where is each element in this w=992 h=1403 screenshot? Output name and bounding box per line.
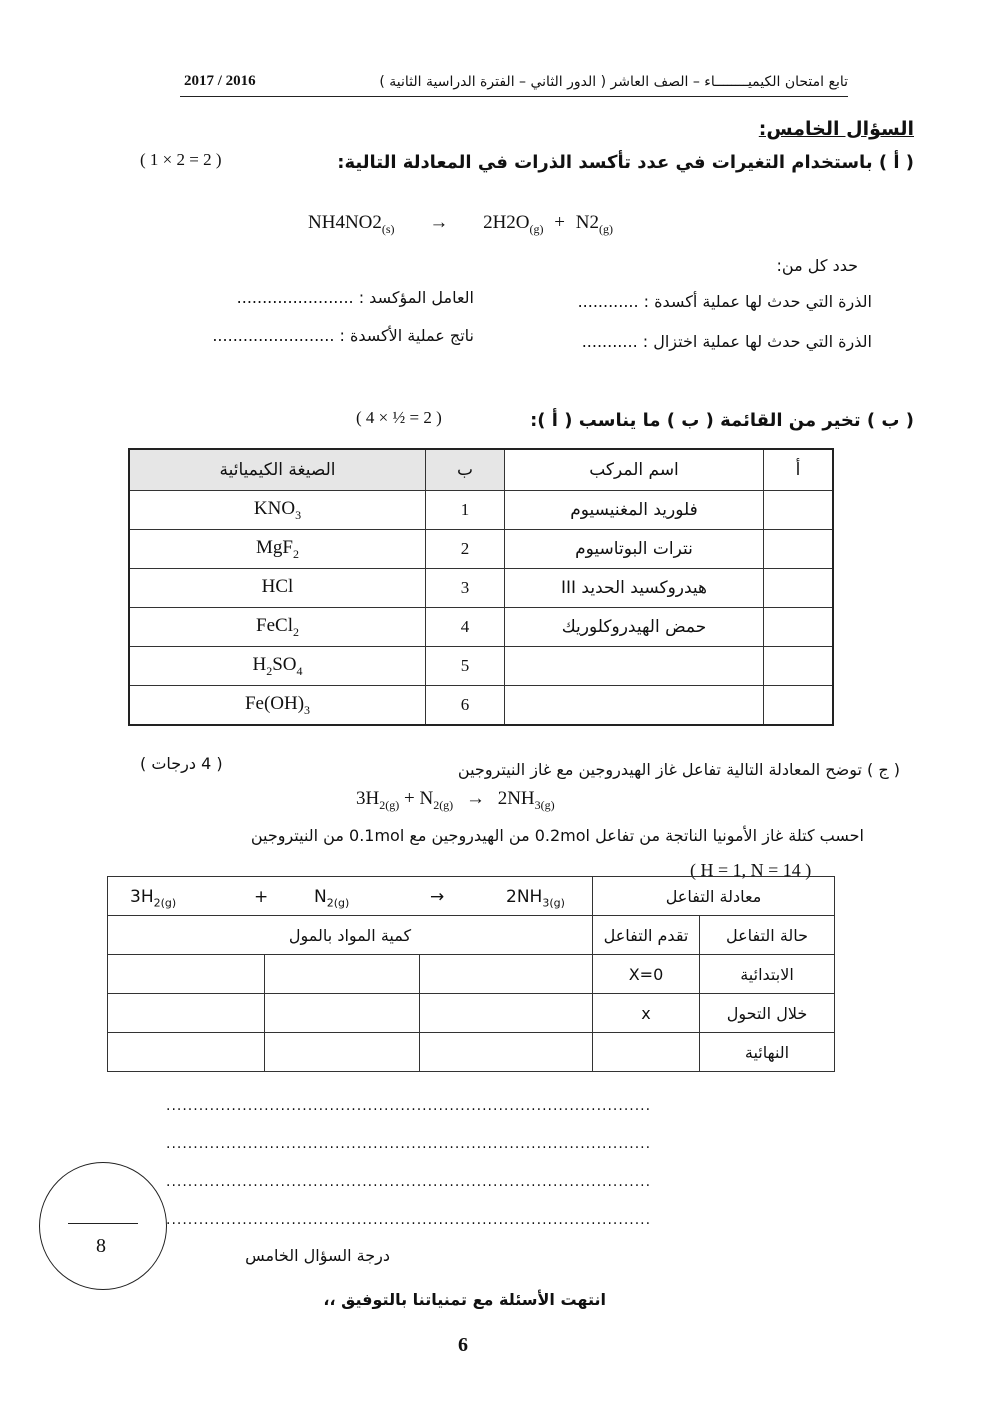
- reaction-header-row: [108, 916, 835, 955]
- formula: [129, 686, 426, 726]
- question-title: السؤال الخامس:: [758, 118, 914, 140]
- c-eq-p-sub: 3(g): [534, 797, 555, 812]
- c-eq-r1-sub: 2(g): [379, 797, 400, 812]
- eq-reactant: NH4NO2: [308, 212, 382, 233]
- compound-name: نترات البوتاسيوم: [505, 530, 764, 569]
- part-c-marks: ( 4 درجات ): [140, 754, 223, 773]
- formula-prefix: H: [252, 653, 267, 675]
- part-b-marks: ( 4 × ½ = 2 ): [356, 408, 442, 427]
- col-name-header: اسم المركب: [505, 449, 764, 491]
- table-row: [129, 530, 833, 569]
- part-a-equation: [308, 212, 613, 237]
- formula-sub: 2: [292, 546, 299, 561]
- oxidation-product-prompt: ناتج عملية الأكسدة : ........................: [212, 326, 474, 345]
- t-eq-p-sub: 3(g): [542, 896, 565, 910]
- formula: [129, 647, 426, 686]
- eq-product1: 2H2O: [483, 212, 530, 233]
- eq-product1-state: (g): [529, 221, 544, 236]
- formula-prefix-sub: 2: [266, 663, 273, 678]
- answer-cell[interactable]: [764, 491, 834, 530]
- state-final: النهائية: [700, 1033, 835, 1072]
- part-b-label: ( ب ) تخير من القائمة ( ب ) ما يناسب ( أ ):: [530, 410, 914, 431]
- answer-line[interactable]: .........................................................................................: [166, 1174, 652, 1190]
- part-a-label: ( أ ) باستخدام التغيرات في عدد تأكسد الذرات في المعادلة التالية:: [337, 152, 914, 173]
- reduced-atom-prompt: الذرة التي حدث لها عملية اختزال : ...........: [581, 332, 872, 351]
- answer-cell[interactable]: [764, 686, 834, 726]
- formula-number: 3: [426, 569, 505, 608]
- moles-header: كمية المواد بالمول: [108, 916, 593, 955]
- reaction-eq-row: [108, 877, 835, 916]
- answer-cell[interactable]: [764, 530, 834, 569]
- answer-cell[interactable]: [420, 955, 593, 994]
- answer-cell[interactable]: [265, 955, 420, 994]
- formula-text: Fe(OH): [244, 692, 305, 714]
- part-c-task: احسب كتلة غاز الأمونيا الناتجة من تفاعل 0.2mol من الهيدروجين مع 0.1mol من النيتروجين: [250, 826, 864, 845]
- col-formula-header: الصيغة الكيميائية: [129, 449, 426, 491]
- eq-plus: +: [554, 212, 565, 233]
- c-eq-r1: 3H: [356, 788, 380, 809]
- part-c-equation: [356, 788, 555, 813]
- t-eq-r1: [130, 887, 176, 909]
- table-row: [108, 994, 835, 1033]
- answer-line[interactable]: .........................................................................................: [166, 1212, 652, 1228]
- part-c-label: ( ج ) توضح المعادلة التالية تفاعل غاز الهيدروجين مع غاز النيتروجين: [457, 760, 900, 779]
- table-row: [129, 686, 833, 726]
- closing-text: انتهت الأسئلة مع تمنياتنا بالتوفيق ،،: [323, 1290, 606, 1309]
- reaction-eq-cell: [108, 877, 593, 916]
- formula-number: 4: [426, 608, 505, 647]
- answer-cell[interactable]: [420, 994, 593, 1033]
- formula: [129, 608, 426, 647]
- oxidizing-agent-prompt: العامل المؤكسد : .......................: [236, 288, 474, 307]
- formula-sub: 3: [304, 702, 311, 717]
- c-eq-r2-sub: 2(g): [433, 797, 454, 812]
- formula-text: MgF: [256, 536, 293, 558]
- t-eq-r1-sub: 2(g): [153, 896, 177, 910]
- state-during: خلال التحول: [700, 994, 835, 1033]
- score-label: درجة السؤال الخامس: [245, 1246, 390, 1265]
- compound-name: فلوريد المغنيسيوم: [505, 491, 764, 530]
- col-a-header: أ: [764, 449, 834, 491]
- formula: [129, 491, 426, 530]
- formula-number: 6: [426, 686, 505, 726]
- c-eq-arrow: →: [465, 788, 485, 809]
- t-eq-plus: +: [254, 887, 269, 907]
- t-eq-p-text: 2NH: [506, 887, 543, 907]
- eq-product2: N2: [575, 212, 599, 233]
- eq-product2-state: (g): [598, 221, 613, 236]
- table-row: [129, 647, 833, 686]
- answer-cell[interactable]: [108, 994, 265, 1033]
- formula-sub: 4: [296, 663, 303, 678]
- answer-line[interactable]: .........................................................................................: [166, 1136, 652, 1152]
- t-eq-r1-text: 3H: [130, 887, 154, 907]
- formula-number: 5: [426, 647, 505, 686]
- t-eq-r2-text: N: [314, 887, 327, 907]
- part-c-atomic-masses: ( H = 1, N = 14 ): [690, 860, 812, 880]
- answer-cell[interactable]: [593, 1033, 700, 1072]
- formula-text: HCl: [261, 575, 294, 597]
- col-b-header: ب: [426, 449, 505, 491]
- page-number: 6: [458, 1334, 468, 1356]
- formula-text: SO: [272, 653, 297, 675]
- reaction-eq-label: معادلة التفاعل: [593, 877, 835, 916]
- t-eq-p: [506, 887, 565, 909]
- part-a-instruction: حدد كل من:: [776, 256, 858, 275]
- formula-text: KNO: [253, 497, 296, 519]
- header-title: تابع امتحان الكيميــــــــاء – الصف العاشر ( الدور الثاني – الفترة الدراسية الثانية ): [379, 74, 848, 90]
- c-eq-r2: N: [419, 788, 434, 809]
- score-circle: [39, 1162, 167, 1290]
- formula-text: FeCl: [256, 614, 293, 636]
- table-row: [129, 608, 833, 647]
- answer-cell[interactable]: [108, 1033, 265, 1072]
- answer-cell[interactable]: [764, 608, 834, 647]
- answer-cell[interactable]: [265, 1033, 420, 1072]
- formula: [129, 530, 426, 569]
- oxidized-atom-prompt: الذرة التي حدث لها عملية أكسدة : ............: [577, 292, 872, 311]
- c-eq-p: 2NH: [497, 788, 535, 809]
- t-eq-r2: [314, 887, 349, 909]
- compound-name: [505, 686, 764, 726]
- formula-sub: 3: [295, 507, 302, 522]
- progress-header: تقدم التفاعل: [593, 916, 700, 955]
- answer-cell[interactable]: [265, 994, 420, 1033]
- t-eq-r2-sub: 2(g): [326, 896, 350, 910]
- header-year: 2017 / 2016: [184, 73, 256, 89]
- answer-cell[interactable]: [420, 1033, 593, 1072]
- progress-during: x: [593, 994, 700, 1033]
- compound-name: هيدروكسيد الحديد III: [505, 569, 764, 608]
- table-row: [129, 569, 833, 608]
- matching-table: [128, 448, 834, 726]
- state-header: حالة التفاعل: [700, 916, 835, 955]
- score-fraction-line: [68, 1223, 138, 1224]
- eq-arrow: →: [429, 212, 449, 233]
- part-a-marks: ( 1 × 2 = 2 ): [140, 150, 222, 169]
- formula-number: 2: [426, 530, 505, 569]
- score-total: 8: [96, 1235, 106, 1257]
- c-eq-plus: +: [403, 788, 415, 809]
- progress-initial: X=0: [593, 955, 700, 994]
- answer-line[interactable]: .........................................................................................: [166, 1098, 652, 1114]
- reaction-table: [107, 876, 835, 1072]
- table-row: [108, 955, 835, 994]
- answer-cell[interactable]: [108, 955, 265, 994]
- matching-table-header: [129, 449, 833, 491]
- formula: [129, 569, 426, 608]
- state-initial: الابتدائية: [700, 955, 835, 994]
- eq-reactant-state: (s): [381, 221, 395, 236]
- formula-sub: 2: [292, 624, 299, 639]
- formula-number: 1: [426, 491, 505, 530]
- answer-cell[interactable]: [764, 569, 834, 608]
- table-row: [129, 491, 833, 530]
- table-row: [108, 1033, 835, 1072]
- page-header: [180, 74, 848, 97]
- answer-cell[interactable]: [764, 647, 834, 686]
- compound-name: حمض الهيدروكلوريك: [505, 608, 764, 647]
- t-eq-arrow: →: [430, 887, 445, 907]
- compound-name: [505, 647, 764, 686]
